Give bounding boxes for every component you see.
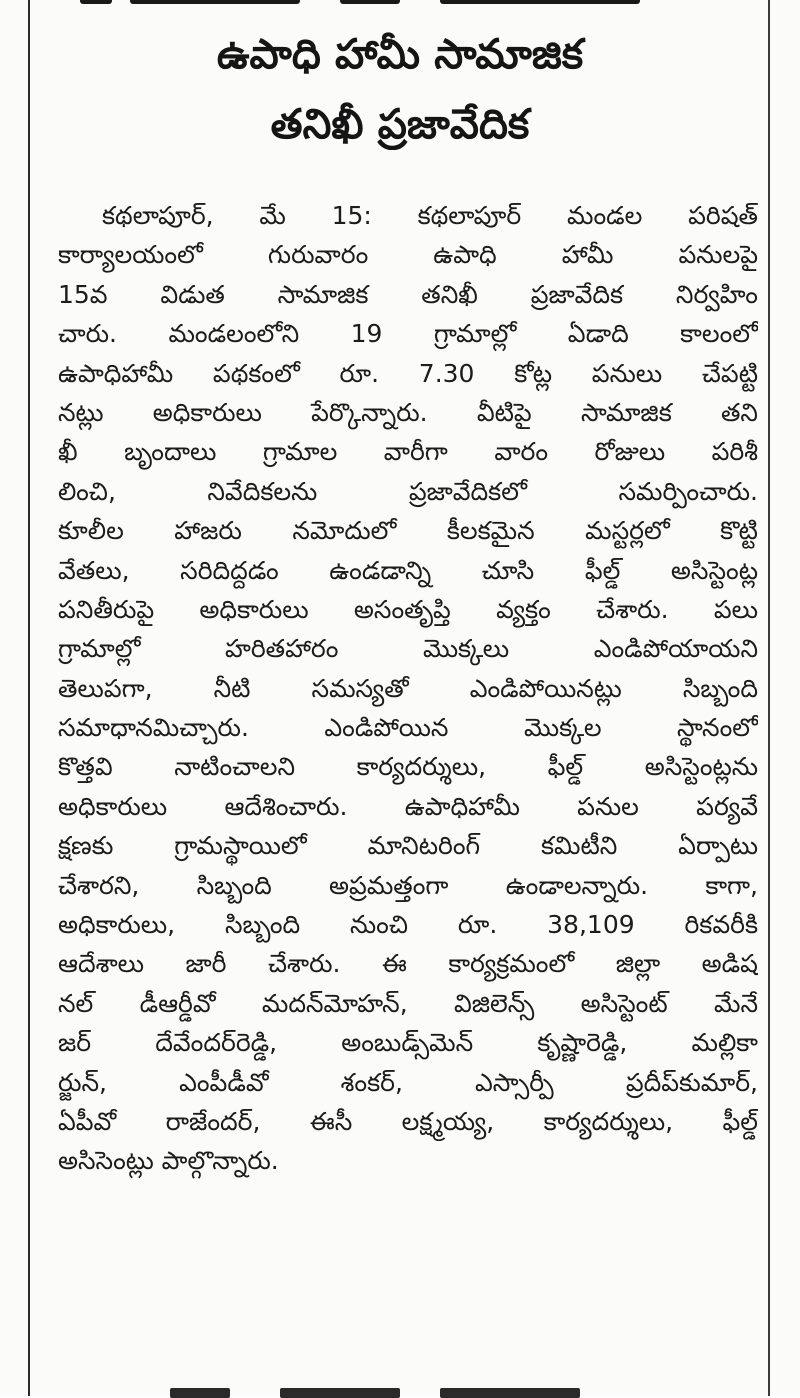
article-line: ఖీ బృందాలు గ్రామాల వారీగా వారం రోజులు పరిశీ xyxy=(58,437,758,467)
article-line: జర్ దేవేందర్‌రెడ్డి, అంబుడ్స్‌మెన్ కృష్ణారెడ్డి, మల్లికా xyxy=(58,1028,758,1058)
article-line: అసిసెంట్లు పాల్గొన్నారు. xyxy=(58,1146,279,1176)
article-line: ర్జున్, ఎంపీడీవో శంకర్, ఎస్సార్పీ ప్రదీప్‌కుమార్, xyxy=(58,1067,758,1097)
right-column-rule xyxy=(768,0,770,1396)
article-line: పనితీరుపై అధికారులు అసంతృప్తి వ్యక్తం చేశారు. పలు xyxy=(58,594,758,624)
article-line: లించి, నివేదికలను ప్రజావేదికలో సమర్పించారు. xyxy=(58,476,758,506)
article-body xyxy=(58,196,758,1181)
article-line: 15వ విడుత సామాజిక తనిఖీ ప్రజావేదిక నిర్వహిం xyxy=(58,279,758,309)
article-line: కూలీల హాజరు నమోదులో కీలకమైన మస్టర్లలో కొట్టి xyxy=(58,516,758,546)
article-line: చారు. మండలంలోని 19 గ్రామాల్లో ఏడాది కాలంలో xyxy=(58,319,758,349)
article-line: తెలుపగా, నీటి సమస్యతో ఎండిపోయినట్లు సిబ్బంది xyxy=(58,673,758,703)
article-line: వేతలు, సరిదిద్దడం ఉండడాన్ని చూసి ఫీల్డ్ అసిస్టెంట్ల xyxy=(58,555,758,585)
article-line: కార్యాలయంలో గురువారం ఉపాధి హామీ పనులపై xyxy=(58,240,758,270)
article-line: ఏపీవో రాజేందర్, ఈసీ లక్ష్మయ్య, కార్యదర్శులు, ఫీల్డ్ xyxy=(58,1106,758,1136)
article-line: నల్ డీఆర్డీవో మదన్‌మోహన్, విజిలెన్స్ అసిస్టెంట్ మేనే xyxy=(58,988,758,1018)
cropped-previous-text xyxy=(40,0,740,8)
article-line: చేశారని, సిబ్బంది అప్రమత్తంగా ఉండాలన్నారు. కాగా, xyxy=(58,870,758,900)
article-line: గ్రామాల్లో హరితహారం మొక్కలు ఎండిపోయాయని xyxy=(58,634,758,664)
left-column-rule xyxy=(28,0,30,1396)
article-line: కొత్తవి నాటించాలని కార్యదర్శులు, ఫీల్డ్ అసిస్టెంట్లను xyxy=(58,752,758,782)
article-line: సమాధానమిచ్చారు. ఎండిపోయిన మొక్కల స్థానంలో xyxy=(58,713,758,743)
article-line: ఆదేశాలు జారీ చేశారు. ఈ కార్యక్రమంలో జిల్లా అడిష xyxy=(58,949,758,979)
headline-line-2: తనిఖీ ప్రజావేదిక xyxy=(270,100,530,148)
article-line: కథలాపూర్, మే 15: కథలాపూర్ మండల పరిషత్ xyxy=(102,201,758,230)
article-line: అధికారులు, సిబ్బంది నుంచి రూ. 38,109 రికవరీకి xyxy=(58,910,758,940)
article-line: ఉపాధిహామీ పథకంలో రూ. 7.30 కోట్ల పనులు చేపట్టి xyxy=(58,358,758,388)
headline-line-1: ఉపాధి హామీ సామాజిక xyxy=(216,30,584,78)
article-line: నట్లు అధికారులు పేర్కొన్నారు. వీటిపై సామాజిక తని xyxy=(58,397,758,427)
article-line: క్షణకు గ్రామస్థాయిలో మానిటరింగ్ కమిటీని ఏర్పాటు xyxy=(58,831,758,861)
article-line: అధికారులు ఆదేశించారు. ఉపాధిహామీ పనుల పర్యవే xyxy=(58,791,758,821)
